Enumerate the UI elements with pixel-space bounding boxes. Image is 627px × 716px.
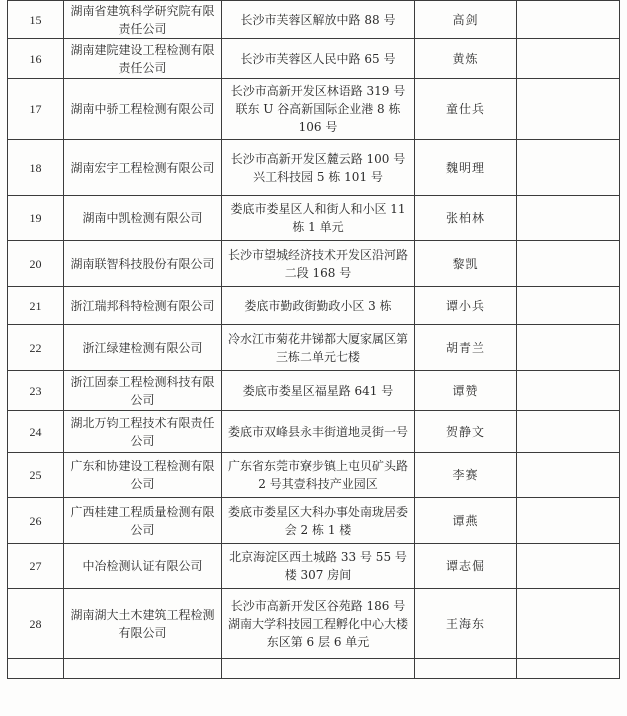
company-name: 浙江固泰工程检测科技有限公司 [64, 371, 222, 411]
remarks-cell [517, 453, 620, 498]
remarks-cell [517, 659, 620, 679]
contact-person [415, 659, 517, 679]
table-row [8, 589, 620, 659]
remarks-cell [517, 1, 620, 39]
table-row [8, 325, 620, 371]
contact-person: 黄炼 [415, 39, 517, 79]
company-name: 湖南联智科技股份有限公司 [64, 241, 222, 287]
row-number: 19 [8, 196, 64, 241]
row-number: 18 [8, 140, 64, 196]
company-name: 湖南省建筑科学研究院有限责任公司 [64, 1, 222, 39]
contact-person: 王海东 [415, 589, 517, 659]
table-row [8, 498, 620, 544]
row-number: 17 [8, 79, 64, 140]
row-number: 27 [8, 544, 64, 589]
company-name: 湖南湖大土木建筑工程检测有限公司 [64, 589, 222, 659]
company-address: 长沙市高新开发区林语路 319 号联东 U 谷高新国际企业港 8 栋 106 号 [222, 79, 415, 140]
remarks-cell [517, 287, 620, 325]
contact-person: 胡青兰 [415, 325, 517, 371]
row-number: 20 [8, 241, 64, 287]
contact-person: 黎凯 [415, 241, 517, 287]
remarks-cell [517, 39, 620, 79]
contact-person: 张柏林 [415, 196, 517, 241]
row-number: 25 [8, 453, 64, 498]
company-name: 浙江绿建检测有限公司 [64, 325, 222, 371]
company-name: 浙江瑞邦科特检测有限公司 [64, 287, 222, 325]
table-row [8, 659, 620, 679]
company-address: 娄底市勤政街勤政小区 3 栋 [222, 287, 415, 325]
remarks-cell [517, 241, 620, 287]
company-name: 中冶检测认证有限公司 [64, 544, 222, 589]
remarks-cell [517, 196, 620, 241]
remarks-cell [517, 140, 620, 196]
contact-person: 李赛 [415, 453, 517, 498]
company-address: 娄底市娄星区福星路 641 号 [222, 371, 415, 411]
company-address: 北京海淀区西土城路 33 号 55 号楼 307 房间 [222, 544, 415, 589]
row-number: 28 [8, 589, 64, 659]
table-row [8, 39, 620, 79]
company-address: 长沙市高新开发区麓云路 100 号兴工科技园 5 栋 101 号 [222, 140, 415, 196]
registry-table [7, 0, 620, 679]
company-address: 娄底市娄星区大科办事处南珑居委会 2 栋 1 楼 [222, 498, 415, 544]
row-number: 26 [8, 498, 64, 544]
company-address: 娄底市双峰县永丰街道地灵街一号 [222, 411, 415, 453]
remarks-cell [517, 589, 620, 659]
company-name: 湖南宏宇工程检测有限公司 [64, 140, 222, 196]
company-address: 广东省东莞市寮步镇上屯贝矿头路 2 号其壹科技产业园区 [222, 453, 415, 498]
row-number: 22 [8, 325, 64, 371]
contact-person: 谭燕 [415, 498, 517, 544]
company-address: 长沙市高新开发区谷苑路 186 号湖南大学科技园工程孵化中心大楼东区第 6 层 6 单元 [222, 589, 415, 659]
company-address: 长沙市望城经济技术开发区沿河路二段 168 号 [222, 241, 415, 287]
remarks-cell [517, 544, 620, 589]
company-name [64, 659, 222, 679]
table-row [8, 544, 620, 589]
company-address: 冷水江市菊花井锑都大厦家属区第三栋二单元七楼 [222, 325, 415, 371]
company-name: 广东和协建设工程检测有限公司 [64, 453, 222, 498]
company-name: 湖南建院建设工程检测有限责任公司 [64, 39, 222, 79]
company-address: 娄底市娄星区人和街人和小区 11 栋 1 单元 [222, 196, 415, 241]
table-row [8, 1, 620, 39]
contact-person: 童仕兵 [415, 79, 517, 140]
table-row [8, 196, 620, 241]
contact-person: 谭志倔 [415, 544, 517, 589]
remarks-cell [517, 498, 620, 544]
row-number: 16 [8, 39, 64, 79]
contact-person: 谭小兵 [415, 287, 517, 325]
table-row [8, 371, 620, 411]
row-number: 23 [8, 371, 64, 411]
registry-table-body [8, 1, 620, 679]
contact-person: 谭赞 [415, 371, 517, 411]
company-name: 湖南中骄工程检测有限公司 [64, 79, 222, 140]
company-address: 长沙市芙蓉区人民中路 65 号 [222, 39, 415, 79]
table-row [8, 140, 620, 196]
company-name: 广西桂建工程质量检测有限公司 [64, 498, 222, 544]
table-row [8, 453, 620, 498]
remarks-cell [517, 79, 620, 140]
company-name: 湖北万钧工程技术有限责任公司 [64, 411, 222, 453]
company-address: 长沙市芙蓉区解放中路 88 号 [222, 1, 415, 39]
row-number: 15 [8, 1, 64, 39]
table-row [8, 79, 620, 140]
company-name: 湖南中凯检测有限公司 [64, 196, 222, 241]
company-address [222, 659, 415, 679]
table-row [8, 411, 620, 453]
remarks-cell [517, 411, 620, 453]
row-number [8, 659, 64, 679]
row-number: 21 [8, 287, 64, 325]
contact-person: 高剑 [415, 1, 517, 39]
contact-person: 魏明理 [415, 140, 517, 196]
remarks-cell [517, 371, 620, 411]
contact-person: 贺静文 [415, 411, 517, 453]
table-row [8, 287, 620, 325]
table-row [8, 241, 620, 287]
row-number: 24 [8, 411, 64, 453]
remarks-cell [517, 325, 620, 371]
